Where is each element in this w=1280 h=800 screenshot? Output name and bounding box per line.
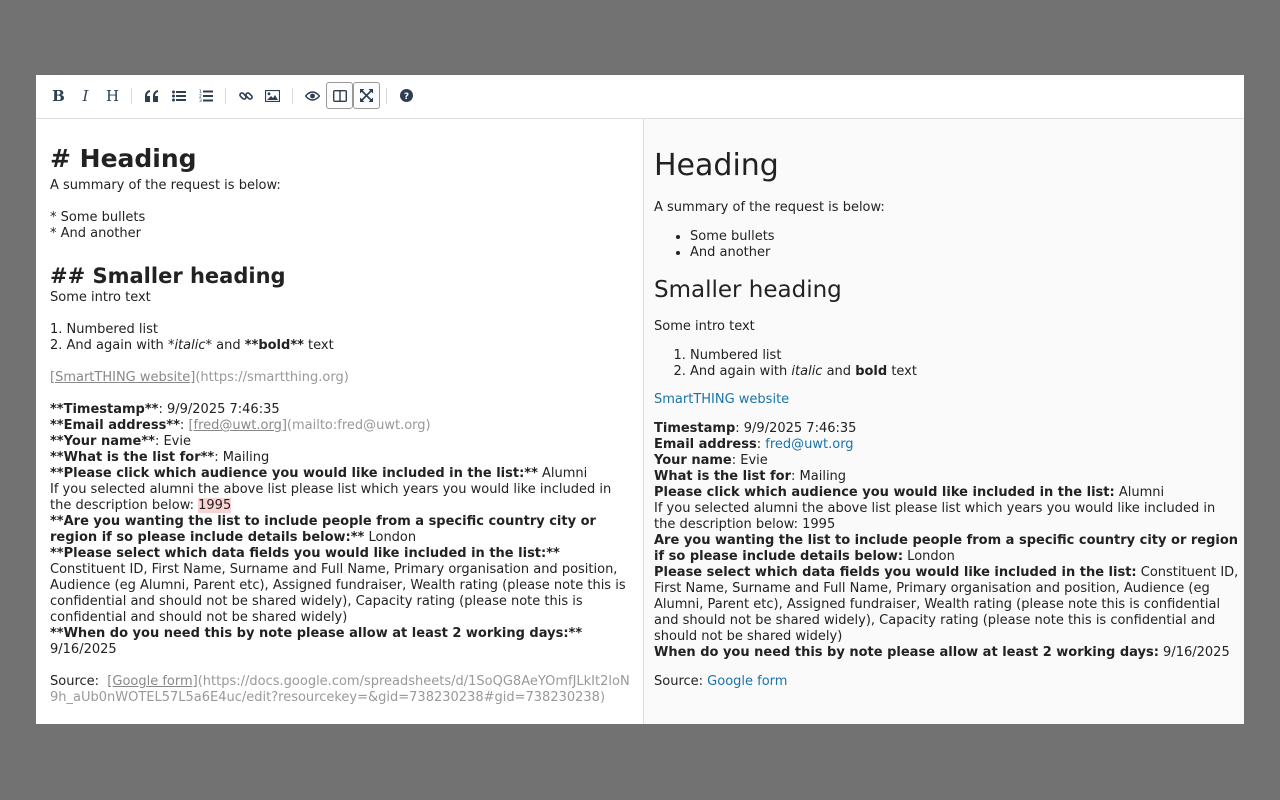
columns-icon (333, 90, 347, 102)
preview-button[interactable] (299, 82, 326, 109)
svg-text:1: 1 (198, 90, 202, 95)
preview-numbered-list (654, 348, 1239, 380)
source-summary: A summary of the request is below: (50, 178, 281, 193)
toolbar-separator (386, 88, 387, 104)
quote-button[interactable] (138, 82, 165, 109)
toolbar-separator (225, 88, 226, 104)
link-icon (239, 89, 253, 103)
quote-icon (145, 90, 159, 102)
source-intro: Some intro text (50, 290, 151, 305)
heading-icon: H (105, 86, 120, 105)
image-button[interactable] (259, 82, 286, 109)
source-field-list-for: **What is the list for**: Mailing (50, 450, 270, 465)
question-circle-icon (400, 89, 413, 102)
source-link: [SmartTHING website](https://smartthing.org) (50, 370, 349, 385)
source-field-source: Source: [Google form](https://docs.google.com/spreadsheets/d/1SoQG8AeYOmfJLkIt2loN9h_aUb0nWOTEL57L5a6E4uc/edit?resourcekey=&gid=738230238#gid=738230238) (50, 674, 630, 705)
field-country: Are you wanting the list to include people from a specific country city or region if so please include details below: London (654, 533, 1239, 564)
markdown-source-pane[interactable] (36, 119, 642, 724)
google-form-link[interactable]: Google form (707, 674, 788, 689)
editor-toolbar (36, 75, 1244, 119)
italic-icon: I (82, 86, 89, 105)
svg-text:?: ? (403, 92, 410, 102)
italic-button[interactable] (72, 82, 99, 109)
bullet-list-icon (172, 90, 186, 102)
field-audience: Please click which audience you would like included in the list: Alumni (654, 485, 1165, 500)
field-list-for: What is the list for: Mailing (654, 469, 847, 484)
markdown-editor (36, 75, 1244, 724)
list-item: 1. Numbered list (690, 348, 1239, 364)
source-field-country: **Are you wanting the list to include people from a specific country city or region if so please include details below:** London (50, 514, 601, 545)
bold-button[interactable] (45, 82, 72, 109)
field-timestamp: Timestamp: 9/9/2025 7:46:35 (654, 421, 857, 436)
source-h1: # Heading (50, 144, 197, 173)
svg-text:3: 3 (198, 99, 202, 102)
link-button[interactable] (232, 82, 259, 109)
preview-bullet-list (654, 229, 1239, 261)
numbered-list-button[interactable] (192, 82, 219, 109)
preview-source: Source: Google form (654, 674, 788, 689)
preview-pane (643, 119, 1244, 724)
toolbar-separator (292, 88, 293, 104)
source-field-years: If you selected alumni the above list please list which years you would like included in the description below: 1995 (50, 482, 616, 513)
field-data-fields: Please select which data fields you would like included in the list: Constituent ID, First Name, Surname and Full Name, Primary organisation and position, Audience (eg Alumni, Parent etc), Assigned fundraiser, Wealth rating (please note this is confidential and should not be shared widely), Capacity rating (please note this is confidential and should not be shared widely) (654, 565, 1239, 644)
svg-text:2: 2 (198, 94, 202, 100)
image-icon (265, 90, 280, 102)
source-field-name: **Your name**: Evie (50, 434, 191, 449)
source-bullet: * And another (50, 226, 141, 241)
source-field-timestamp: **Timestamp**: 9/9/2025 7:46:35 (50, 402, 280, 417)
bold-icon: B (52, 86, 65, 105)
request-fields (654, 421, 1239, 661)
preview-h2: Smaller heading (654, 277, 842, 303)
field-name: Your name: Evie (654, 453, 768, 468)
field-email: Email address: fred@uwt.org (654, 437, 854, 452)
side-by-side-button[interactable] (326, 82, 353, 109)
field-years: If you selected alumni the above list please list which years you would like included in the description below: 1995 (654, 501, 1216, 532)
numbered-list-icon (199, 89, 213, 102)
source-field-audience: **Please click which audience you would like included in the list:** Alumni (50, 466, 588, 481)
rendered-preview (654, 146, 1239, 703)
source-field-deadline: **When do you need this by note please allow at least 2 working days:** 9/16/2025 (50, 626, 587, 657)
list-item: • And another (690, 245, 1239, 261)
preview-intro: Some intro text (654, 319, 755, 334)
heading-button[interactable] (99, 82, 126, 109)
list-item: 2. And again with italic and bold text (690, 364, 1239, 380)
email-link[interactable]: fred@uwt.org (765, 437, 854, 452)
source-numbered-item: 2. And again with *italic* and **bold** text (50, 338, 334, 353)
bullet-list-button[interactable] (165, 82, 192, 109)
help-button[interactable] (393, 82, 420, 109)
toolbar-separator (131, 88, 132, 104)
markdown-source[interactable] (50, 142, 630, 706)
list-item: • Some bullets (690, 229, 1239, 245)
preview-h1: Heading (654, 148, 779, 183)
field-deadline: When do you need this by note please allow at least 2 working days: 9/16/2025 (654, 645, 1230, 660)
source-field-data-fields: **Please select which data fields you would like included in the list:** Constituent ID, First Name, Surname and Full Name, Primary organisation and position, Audience (eg Alumni, Parent etc), Assigned fundraiser, Wealth rating (please note this is confidential and should not be shared widely), Capacity rating (please note this is confidential and should not be shared widely) (50, 546, 630, 625)
eye-icon (305, 91, 320, 101)
source-bullet: * Some bullets (50, 210, 146, 225)
preview-summary: A summary of the request is below: (654, 200, 885, 215)
fullscreen-button[interactable] (353, 82, 380, 109)
source-numbered-item: 1. Numbered list (50, 322, 158, 337)
fullscreen-icon (360, 89, 373, 102)
source-field-email: **Email address**: [fred@uwt.org](mailto:fred@uwt.org) (50, 418, 431, 433)
smartthing-link[interactable]: SmartTHING website (654, 392, 790, 407)
source-h2: ## Smaller heading (50, 264, 286, 288)
